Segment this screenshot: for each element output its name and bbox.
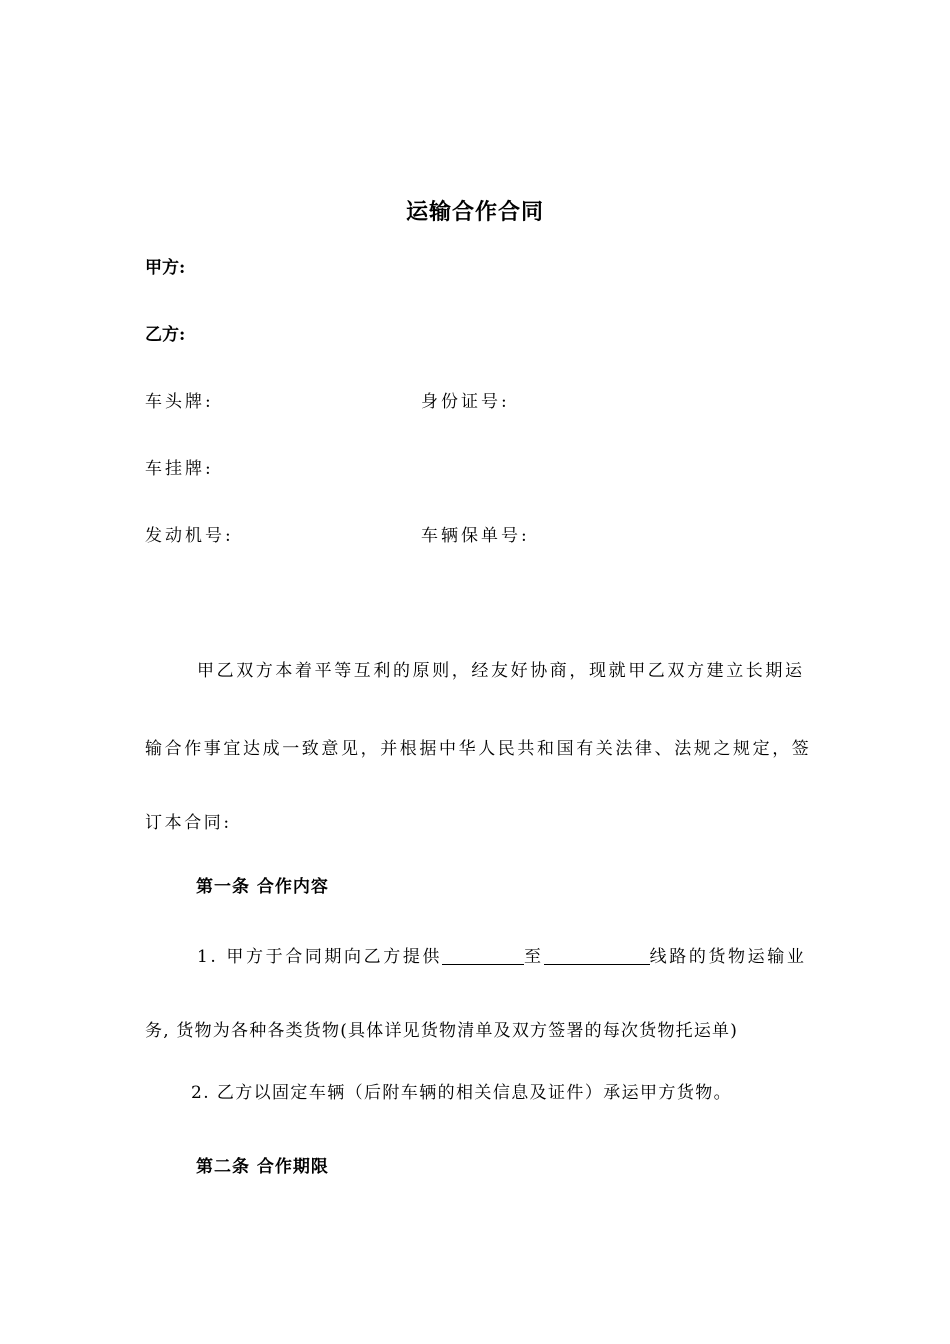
preamble-line-2: 输合作事宜达成一致意见，并根据中华人民共和国有关法律、法规之规定，签: [145, 739, 812, 759]
article-1-item-1-text-b: 至: [524, 947, 544, 967]
route-origin-blank: [442, 946, 524, 965]
article-1-item-1-text-c: 线路的货物运输业: [649, 947, 807, 967]
article-1-heading: 第一条 合作内容: [196, 877, 329, 897]
route-destination-blank: [544, 946, 650, 965]
id-number-label: 身份证号:: [421, 392, 510, 412]
preamble-line-3: 订本合同:: [145, 813, 232, 833]
article-1-item-2: 2. 乙方以固定车辆（后附车辆的相关信息及证件）承运甲方货物。: [191, 1083, 733, 1103]
trailer-plate-label: 车挂牌:: [145, 459, 214, 479]
insurance-number-label: 车辆保单号:: [421, 526, 530, 546]
engine-number-label: 发动机号:: [145, 526, 234, 546]
document-title: 运输合作合同: [405, 199, 544, 225]
party-b-label: 乙方:: [145, 325, 186, 345]
article-2-heading: 第二条 合作期限: [196, 1157, 329, 1177]
article-1-item-1: [145, 942, 807, 967]
article-1-item-1-line-2: 务, 货物为各种各类货物(具体详见货物清单及双方签署的每次货物托运单): [145, 1021, 739, 1041]
article-1-item-1-text-a: 1. 甲方于合同期向乙方提供: [197, 947, 443, 967]
preamble-line-1: 甲乙双方本着平等互利的原则，经友好协商，现就甲乙双方建立长期运: [197, 661, 805, 681]
party-a-label: 甲方:: [145, 258, 186, 278]
tractor-plate-label: 车头牌:: [145, 392, 214, 412]
